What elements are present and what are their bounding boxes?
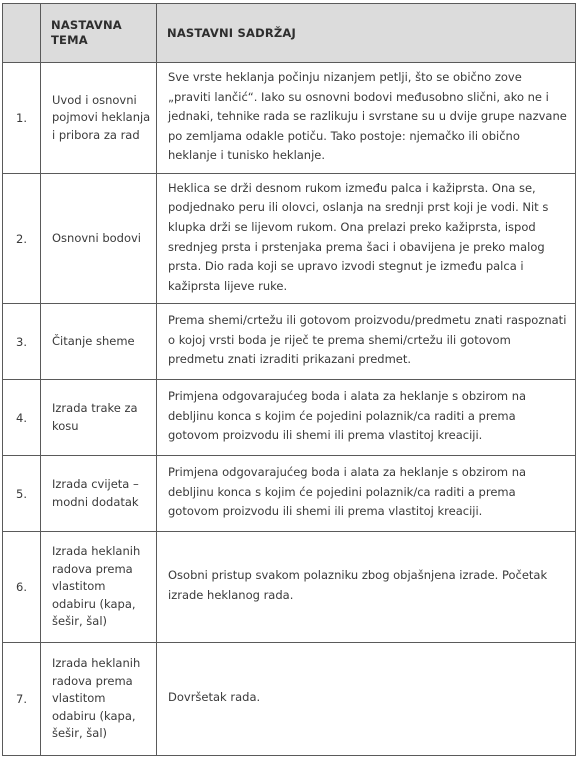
table-row bbox=[3, 304, 576, 380]
table-row bbox=[3, 643, 576, 756]
table-row bbox=[3, 380, 576, 456]
row-number: 1. bbox=[3, 63, 41, 174]
row-tema: Izrada heklanih radova prema vlastitom odabiru (kapa, šešir, šal) bbox=[41, 643, 157, 756]
table-header-row bbox=[3, 4, 576, 63]
header-tema-cell: NASTAVNA TEMA bbox=[41, 4, 157, 63]
row-number: 3. bbox=[3, 304, 41, 380]
header-number-cell bbox=[3, 4, 41, 63]
row-sadrzaj: Osobni pristup svakom polazniku zbog objašnjena izrade. Početak izrade heklanog rada. bbox=[157, 532, 576, 643]
table-row bbox=[3, 456, 576, 532]
row-tema: Osnovni bodovi bbox=[41, 174, 157, 304]
row-tema: Čitanje sheme bbox=[41, 304, 157, 380]
table-row bbox=[3, 63, 576, 174]
row-sadrzaj: Primjena odgovarajućeg boda i alata za heklanje s obzirom na debljinu konca s kojim će pojedini polaznik/ca raditi a prema gotovom proizvodu ili shemi ili prema vlastitoj kreaciji. bbox=[157, 380, 576, 456]
row-sadrzaj: Primjena odgovarajućeg boda i alata za heklanje s obzirom na debljinu konca s kojim će pojedini polaznik/ca raditi a prema gotovom proizvodu ili shemi ili prema vlastitoj kreaciji. bbox=[157, 456, 576, 532]
row-number: 5. bbox=[3, 456, 41, 532]
row-tema: Uvod i osnovni pojmovi heklanja i pribora za rad bbox=[41, 63, 157, 174]
table-row bbox=[3, 174, 576, 304]
row-number: 7. bbox=[3, 643, 41, 756]
row-number: 4. bbox=[3, 380, 41, 456]
row-tema: Izrada trake za kosu bbox=[41, 380, 157, 456]
row-number: 2. bbox=[3, 174, 41, 304]
row-sadrzaj: Dovršetak rada. bbox=[157, 643, 576, 756]
row-sadrzaj: Prema shemi/crtežu ili gotovom proizvodu/predmetu znati raspoznati o kojoj vrsti boda je riječ te prema shemi/crtežu ili gotovom predmetu znati izraditi prikazani predmet. bbox=[157, 304, 576, 380]
curriculum-table bbox=[2, 3, 576, 756]
row-tema: Izrada cvijeta – modni dodatak bbox=[41, 456, 157, 532]
row-sadrzaj: Sve vrste heklanja počinju nizanjem petlji, što se obično zove „praviti lančić“. Iako su osnovni bodovi međusobno slični, ako ne i jednaki, tehnike rada se razlikuju i svrstane su u dvije grupe nazvane po zemljama odakle potiču. Tako postoje: njemačko ili obično heklanje i tunisko heklanje. bbox=[157, 63, 576, 174]
row-number: 6. bbox=[3, 532, 41, 643]
table-row bbox=[3, 532, 576, 643]
row-tema: Izrada heklanih radova prema vlastitom odabiru (kapa, šešir, šal) bbox=[41, 532, 157, 643]
header-sadrzaj-cell: NASTAVNI SADRŽAJ bbox=[157, 4, 576, 63]
row-sadrzaj: Heklica se drži desnom rukom između palca i kažiprsta. Ona se, podjednako peru ili olovci, oslanja na srednji prst koji je vodi. Nit s klupka drži se lijevom rukom. Ona prelazi preko kažiprsta, ispod srednjeg prsta i prstenjaka prema šaci i obavijena je preko malog prsta. Dio rada koji se upravo izvodi stegnut je između palca i kažiprsta lijeve ruke. bbox=[157, 174, 576, 304]
